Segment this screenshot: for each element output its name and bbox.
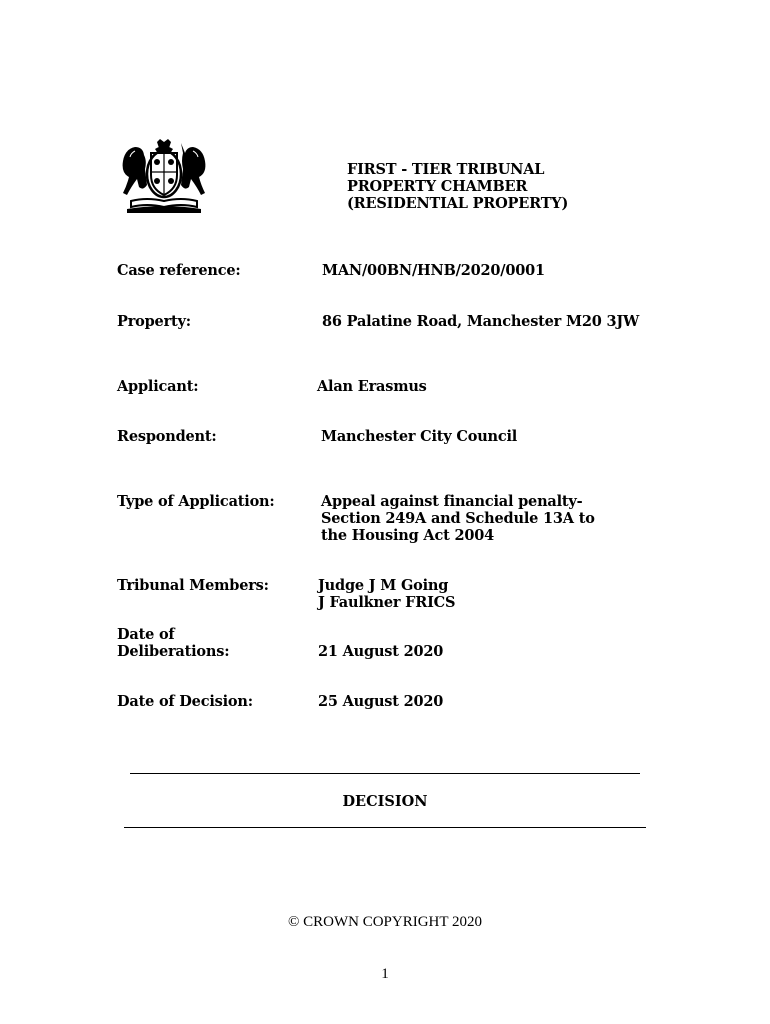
tribunal-heading <box>347 161 568 212</box>
date-of-deliberations-label-line: Date of <box>117 626 175 643</box>
decision-bottom-rule <box>124 827 646 828</box>
case-reference-label: Case reference: <box>117 262 241 279</box>
decision-title: DECISION <box>342 793 428 810</box>
tribunal-member: Judge J M Going <box>318 577 449 594</box>
date-of-decision-value: 25 August 2020 <box>318 693 444 710</box>
case-reference-value: MAN/00BN/HNB/2020/0001 <box>322 262 545 279</box>
royal-coat-of-arms-icon <box>117 139 211 213</box>
type-of-application-value <box>321 493 595 544</box>
heading-line: (RESIDENTIAL PROPERTY) <box>347 195 569 212</box>
date-of-decision-label: Date of Decision: <box>117 693 253 710</box>
decision-top-rule <box>130 773 640 774</box>
tribunal-members-value <box>318 577 455 611</box>
type-of-application-line: Section 249A and Schedule 13A to <box>321 510 595 527</box>
page-number: 1 <box>381 966 389 982</box>
property-label: Property: <box>117 313 191 330</box>
tribunal-member: J Faulkner FRICS <box>318 594 456 611</box>
respondent-label: Respondent: <box>117 428 217 445</box>
copyright-notice: © CROWN COPYRIGHT 2020 <box>287 914 483 930</box>
heading-line: FIRST - TIER TRIBUNAL <box>347 161 545 178</box>
date-of-deliberations-label-line: Deliberations: <box>117 643 230 660</box>
property-value: 86 Palatine Road, Manchester M20 3JW <box>322 313 640 330</box>
date-of-deliberations-value: 21 August 2020 <box>318 643 444 660</box>
respondent-value: Manchester City Council <box>321 428 518 445</box>
heading-line: PROPERTY CHAMBER <box>347 178 528 195</box>
type-of-application-label: Type of Application: <box>117 493 275 510</box>
type-of-application-line: the Housing Act 2004 <box>321 527 495 544</box>
tribunal-members-label: Tribunal Members: <box>117 577 269 594</box>
applicant-value: Alan Erasmus <box>317 378 427 395</box>
date-of-deliberations-label <box>117 626 229 660</box>
type-of-application-line: Appeal against financial penalty- <box>321 493 583 510</box>
applicant-label: Applicant: <box>117 378 199 395</box>
